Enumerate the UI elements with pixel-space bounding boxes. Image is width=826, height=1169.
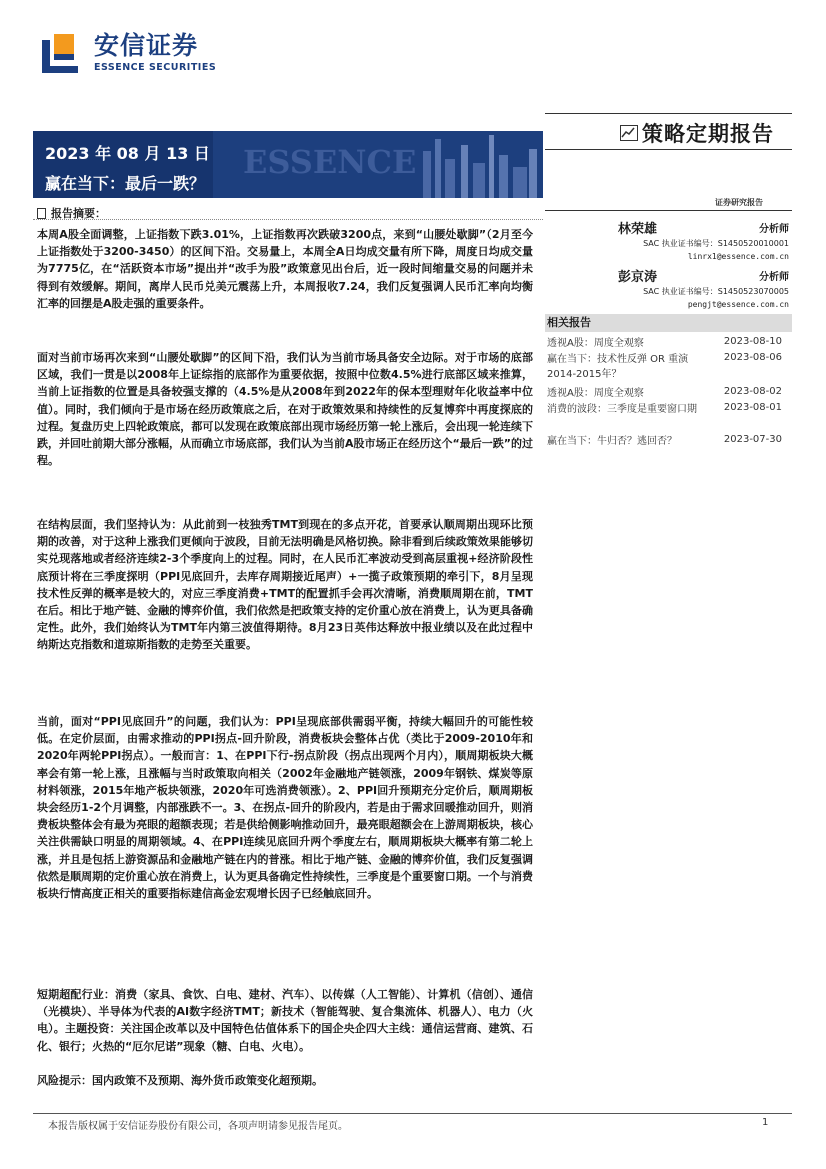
divider-under-category <box>545 210 792 211</box>
analyst-role: 分析师 <box>759 272 789 283</box>
related-report-date: 2023-07-30 <box>723 434 782 445</box>
logo-name-en: ESSENCE SECURITIES <box>94 62 217 73</box>
report-type-label: 策略定期报告 <box>642 121 774 146</box>
related-report-title: 赢在当下：牛归否？逃回否？ <box>547 436 677 447</box>
analyst-name: 林荣雄 <box>618 222 658 237</box>
related-report-date: 2023-08-06 <box>723 352 782 363</box>
summary-divider <box>33 219 543 220</box>
logo-mark-icon <box>40 30 86 76</box>
analyst-sac: SAC 执业证书编号：S1450523070005 <box>643 287 789 296</box>
summary-paragraph-4: 当前，面对“PPI见底回升”的问题，我们认为：PPI呈现底部供需弱平衡，持续大幅回升的可能性较低。在定价层面，由需求推动的PPI拐点-回升阶段，消费板块会整体占优（类比于2009-2010年和2020年两轮PPI拐点）。一般而言：1、在PPI下行-拐点阶段（拐点出现两个月内），顺周期板块大概率会有第一轮上涨，且涨幅与当时政策取向相关（2002年金融地产链领涨，2009年钢铁、煤炭等原材料领涨，2015年地产板块领涨，2020年可选消费领涨）。2、PPI回升预期充分定价后，顺周期板块会经历1-2个月调整，内部涨跌不一。3、在拐点-回升的阶段内，若是由于需求回暖推动回升，则消费板块整体会有最为亮眼的超额表现；若是供给侧影响推动回升，最亮眼超额会在上游周期板块，核心关注供需缺口明显的周期领域。4、在PPI连续见底回升两个季度左右，顺周期板块大概率有第二轮上涨，并且是包括上游资源品和金融地产链在内的普涨。相比于地产链、金融的博弈价值，我们反复强调依然是顺周期的定价重心放在消费上，认为更具备确定性持续性，三季度是个重要窗口期。一个与消费板块行情高度正相关的重要指标建信高金宏观增长因子已经触底回升。 <box>37 715 533 901</box>
page-number: 1 <box>762 1117 769 1128</box>
document-icon <box>37 208 46 219</box>
divider-under-type <box>545 149 792 150</box>
summary-paragraph-5: 短期超配行业：消费（家具、食饮、白电、建材、汽车）、以传媒（人工智能）、计算机（信创）、通信（光模块）、半导体为代表的AI数字经济TMT；新技术（智能驾驶、复合集流体、机器人）、电力（火电）。主题投资：关注国企改革以及中国特色估值体系下的国企央企四大主线：通信运营商、建筑、石化、银行；火热的“厄尔尼诺”现象（糖、白电、火电）。 <box>37 988 533 1053</box>
summary-paragraph-2: 面对当前市场再次来到“山腰处歇脚”的区间下沿，我们认为当前市场具备安全边际。对于市场的底部区域，我们一贯是以2008年上证综指的底部作为重要依据，按照中位数4.5%进行底部区域来推算，当前上证指数的位置是具备较强支撑的（4.5%是从2008年到2022年的保本型理财年化收益率中位值）。同时，我们倾向于是市场在经历政策底之后，在对于政策效果和持续性的反复博弈中再度探底的过程。复盘历史上四轮政策底，都可以发现在政策底部出现市场经历第一轮上涨后，会出现一轮连续下跌，并回吐前期大部分涨幅，从而确立市场底部，我们认为当前A股市场正在经历这个“最后一跌”的过程。 <box>37 351 533 468</box>
company-logo <box>40 30 216 76</box>
summary-paragraph-3: 在结构层面，我们坚持认为：从此前到一枝独秀TMT到现在的多点开花，首要承认顺周期出现环比预期的改善，对于这种上涨我们更倾向于波段，目前无法明确是风格切换。除非看到后续政策效果能够切实兑现落地或者经济连续2-3个季度向上的过程。同时，在人民币汇率波动受到高层重视+经济阶段性底预计将在三季度探明（PPI见底回升，去库存周期接近尾声）+一揽子政策预期的牵引下，8月呈现技术性反弹的概率是较大的，对应三季度消费+TMT的配置抓手会再次清晰，消费顺周期在前，TMT在后。相比于地产链、金融的博弈价值，我们依然是把政策支持的定价重心放在消费上，认为更具备确定性。此外，我们始终认为TMT年内第三波值得期待。8月23日英伟达释放中报业绩以及在此过程中纳斯达克指数和道琼斯指数的走势至关重要。 <box>37 518 533 652</box>
summary-paragraph-1: 本周A股全面调整，上证指数下跌3.01%，上证指数再次跌破3200点，来到“山腰处歇脚”（2月至今上证指数处于3200-3450）的区间下沿。交易量上，本周全A日均成交量有所下降，周度日均成交量为7775亿，在“活跃资本市场”提出并“改手为股”政策意见出台后，近一段时间缩量交易的问题并未得到有效缓解。期间，离岸人民币兑美元震荡上升，本周报收7.24，我们反复强调人民币汇率向均衡汇率的回摆是A股走强的重要条件。 <box>37 228 533 310</box>
related-report-title: 消费的波段：三季度是重要窗口期 <box>547 404 697 415</box>
chart-icon <box>620 125 638 141</box>
footer-divider <box>33 1113 792 1114</box>
skyline-image <box>213 131 543 198</box>
report-title: 赢在当下：最后一跌？ <box>45 174 206 193</box>
related-report-title: 透视A股：周度全观察 <box>547 388 644 399</box>
analyst-name: 彭京涛 <box>618 270 658 285</box>
logo-name-cn: 安信证券 <box>94 31 199 60</box>
related-reports-header: 相关报告 <box>545 314 792 332</box>
footer-disclaimer: 本报告版权属于安信证券股份有限公司，各项声明请参见报告尾页。 <box>48 1121 348 1132</box>
analyst-role: 分析师 <box>759 224 789 235</box>
related-report-title: 赢在当下：技术性反弹 OR 重演2014-2015年？ <box>547 354 689 380</box>
related-report-date: 2023-08-10 <box>723 336 782 347</box>
related-report-title: 透视A股：周度全观察 <box>547 338 644 349</box>
analyst-email[interactable]: pengjt@essence.com.cn <box>687 300 789 309</box>
report-date: 2023 年 08 月 13 日 <box>45 144 210 163</box>
report-category: 证券研究报告 <box>715 198 763 207</box>
summary-header-label: 报告摘要： <box>51 207 106 220</box>
related-report-date: 2023-08-02 <box>723 386 782 397</box>
risk-warning: 风险提示：国内政策不及预期、海外货币政策变化超预期。 <box>37 1074 323 1087</box>
divider-top <box>545 113 792 114</box>
title-banner <box>33 131 543 198</box>
report-type <box>620 118 774 148</box>
analyst-sac: SAC 执业证书编号：S1450520010001 <box>643 239 789 248</box>
banner-watermark: ESSENCE <box>243 143 417 181</box>
related-report-date: 2023-08-01 <box>723 402 782 413</box>
analyst-email[interactable]: linrx1@essence.com.cn <box>687 252 789 261</box>
